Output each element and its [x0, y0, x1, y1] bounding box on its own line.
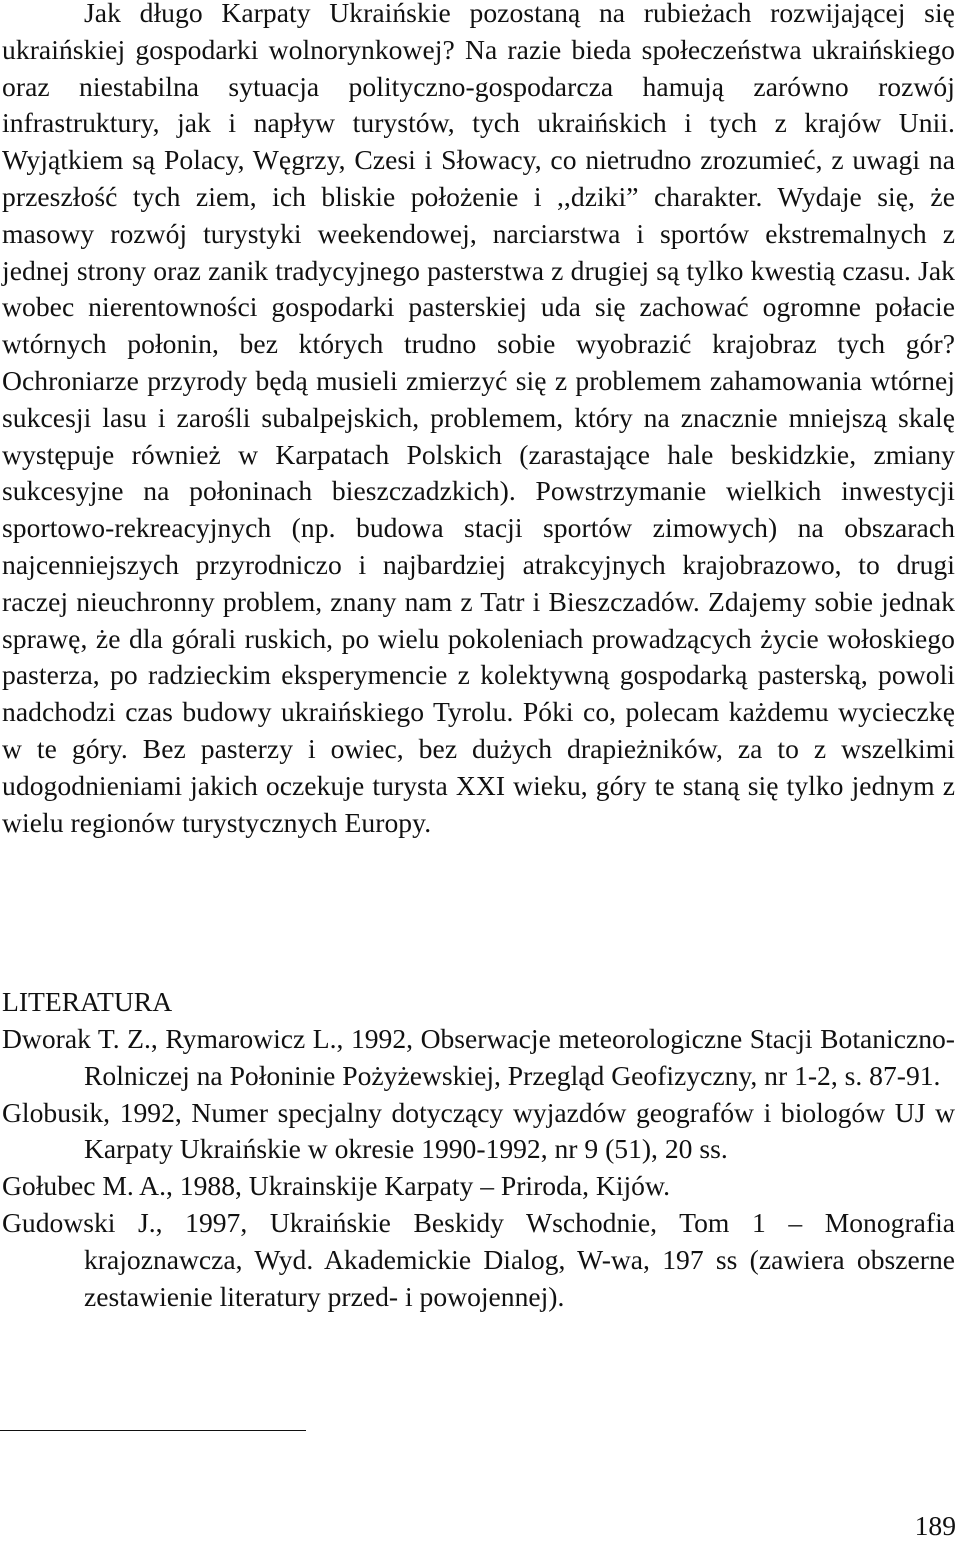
reference-item: Gołubec M. A., 1988, Ukrainskije Karpaty – Priroda, Kijów.: [2, 1170, 671, 1202]
literature-heading: LITERATURA: [2, 986, 173, 1017]
reference-item: Gudowski J., 1997, Ukraińskie Beskidy Wschodnie, Tom 1 – Monografia krajoznawcza, Wyd. Akademickie Dialog, W-wa, 197 ss (zawiera obszerne zestawienie literatury przed- i powojennej).: [2, 1206, 955, 1312]
footnote-divider: [0, 1430, 306, 1431]
reference-item: Dworak T. Z., Rymarowicz L., 1992, Obserwacje meteorologiczne Stacji Botaniczno-Rolniczej na Połoninie Pożyżewskiej, Przegląd Geofizyczny, nr 1-2, s. 87-91.: [2, 1023, 955, 1091]
page-number: 189: [914, 1510, 956, 1541]
body-paragraph: Jak długo Karpaty Ukraińskie pozostaną na rubieżach rozwijającej się ukraińskiej gospodarki wolnorynkowej? Na razie bieda społeczeństwa ukraińskiego oraz niestabilna sytuacja polityczno-gospodarcza hamują zarówno rozwój infrastruktury, jak i napływ turystów, tych ukraińskich i tych z krajów Unii. Wyjątkiem są Polacy, Węgrzy, Czesi i Słowacy, co nietrudno zrozumieć, z uwagi na przeszłość tych ziem, ich bliskie położenie i ,,dziki” charakter. Wydaje się, że masowy rozwój turystyki weekendowej, narciarstwa i sportów ekstremalnych z jednej strony oraz zanik tradycyjnego pasterstwa z drugiej są tylko kwestią czasu. Jak wobec nierentowności gospodarki pasterskiej uda się zachować ogromne połacie wtórnych połonin, bez których trudno sobie wyobrazić krajobraz tych gór? Ochroniarze przyrody będą musieli zmierzyć się z problemem zahamowania wtórnej sukcesji lasu i zarośli subalpejskich, problemem, który na znacznie mniejszą skalę występuje również w Karpatach Polskich (zarastające hale beskidzkie, zmiany sukcesyjne na połoninach bieszczadzkich). Powstrzymanie wielkich inwestycji sportowo-rekreacyjnych (np. budowa stacji sportów zimowych) na obszarach najcenniejszych przyrodniczo i najbardziej atrakcyjnych krajobrazowo, to drugi raczej nieuchronny problem, znany nam z Tatr i Bieszczadów. Zdajemy sobie jednak sprawę, że dla górali ruskich, po wielu pokoleniach prowadzących życie wołoskiego pasterza, po radzieckim eksperymencie z kolektywną gospodarką pasterską, powoli nadchodzi czas budowy ukraińskiego Tyrolu. Póki co, polecam każdemu wycieczkę w te góry. Bez pasterzy i owiec, bez dużych drapieżników, za to z wszelkimi udogodnieniami jakich oczekuje turysta XXI wieku, góry te staną się tylko jednym z wielu regionów turystycznych Europy.: [2, 0, 955, 838]
reference-list: [2, 1021, 955, 1315]
reference-item: Globusik, 1992, Numer specjalny dotyczący wyjazdów geografów i biologów UJ w Karpaty Ukraińskie w okresie 1990-1992, nr 9 (51), 20 ss.: [2, 1096, 955, 1165]
